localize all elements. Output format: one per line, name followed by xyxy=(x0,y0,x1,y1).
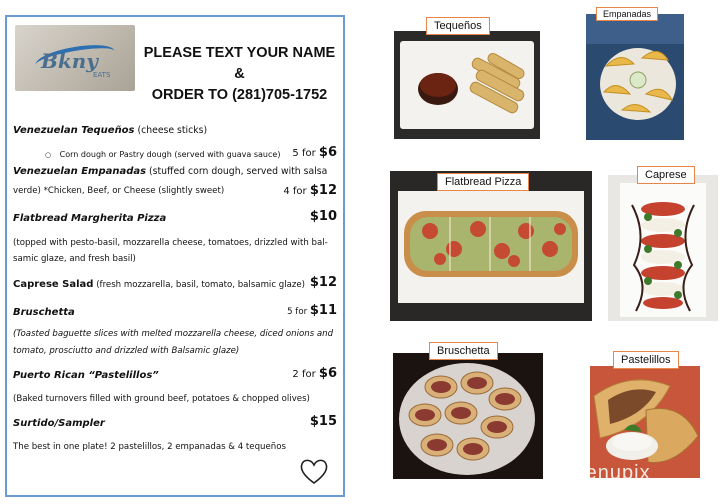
bullet-icon: ○ xyxy=(45,151,52,159)
pizza-desc-1: (topped with pesto-basil, mozzarella cheese, tomatoes, drizzled with bal- xyxy=(13,238,328,248)
label-tequenos: Tequeños xyxy=(426,17,490,35)
tequenos-image xyxy=(394,31,540,139)
bruschetta-desc-1: (Toasted baguette slices with melted mozzarella cheese, diced onions and xyxy=(13,329,334,339)
pastelillos-desc: (Baked turnovers filled with ground beef, potatoes & chopped olives) xyxy=(13,394,310,404)
empanadas-desc: verde) *Chicken, Beef, or Cheese (slightly sweet) xyxy=(13,186,225,196)
menu-card xyxy=(5,15,345,497)
tequenos-price: 5 for $6 xyxy=(292,145,337,160)
photo-tequenos xyxy=(394,31,540,139)
pizza-title: Flatbread Margherita Pizza xyxy=(13,213,167,224)
tequenos-title: Venezuelan Tequeños (cheese sticks) xyxy=(13,125,208,136)
photo-caprese xyxy=(608,175,718,321)
logo-sub: EATS xyxy=(93,71,111,79)
bruschetta-desc-2: tomato, prosciutto and drizzled with Balsamic glaze) xyxy=(13,346,240,356)
pizza-image xyxy=(390,171,592,321)
headline-line-2: ORDER TO (281)705-1752 xyxy=(151,87,328,103)
watermark: menupix xyxy=(568,462,651,484)
label-empanadas: Empanadas xyxy=(596,7,658,21)
pastelillos-price: 2 for $6 xyxy=(292,366,337,381)
caprese-title: Caprese Salad (fresh mozzarella, basil, tomato, balsamic glaze) xyxy=(13,279,306,290)
caprese-image xyxy=(608,175,718,321)
heart-outline-icon xyxy=(299,457,329,485)
sampler-price: $15 xyxy=(309,414,337,429)
headline-line-1: PLEASE TEXT YOUR NAME & xyxy=(143,45,336,82)
bruschetta-title: Bruschetta xyxy=(13,307,75,318)
sampler-title: Surtido/Sampler xyxy=(13,418,105,429)
empanadas-title: Venezuelan Empanadas (stuffed corn dough, served with salsa xyxy=(13,166,328,177)
label-bruschetta: Bruschetta xyxy=(429,342,498,360)
label-pizza: Flatbread Pizza xyxy=(437,173,529,191)
empanadas-price: 4 for $12 xyxy=(283,183,337,198)
bruschetta-price: 5 for $11 xyxy=(287,303,337,318)
label-pastelillos: Pastelillos xyxy=(613,351,679,369)
photo-empanadas xyxy=(586,14,684,140)
label-caprese: Caprese xyxy=(637,166,695,184)
pizza-desc-2: samic glaze, and fresh basil) xyxy=(13,254,136,264)
pizza-price: $10 xyxy=(309,209,337,224)
pastelillos-title: Puerto Rican “Pastelillos” xyxy=(13,370,159,381)
logo-brand: Bkny xyxy=(41,49,98,73)
photo-bruschetta xyxy=(393,353,543,479)
bruschetta-image xyxy=(393,353,543,479)
sampler-desc: The best in one plate! 2 pastelillos, 2 empanadas & 4 tequeños xyxy=(13,442,286,452)
tequenos-option: ○ Corn dough or Pastry dough (served with guava sauce) xyxy=(45,150,281,159)
empanadas-image xyxy=(586,14,684,140)
photo-pizza xyxy=(390,171,592,321)
caprese-price: $12 xyxy=(309,275,337,290)
logo xyxy=(15,25,135,91)
order-headline xyxy=(137,43,342,106)
